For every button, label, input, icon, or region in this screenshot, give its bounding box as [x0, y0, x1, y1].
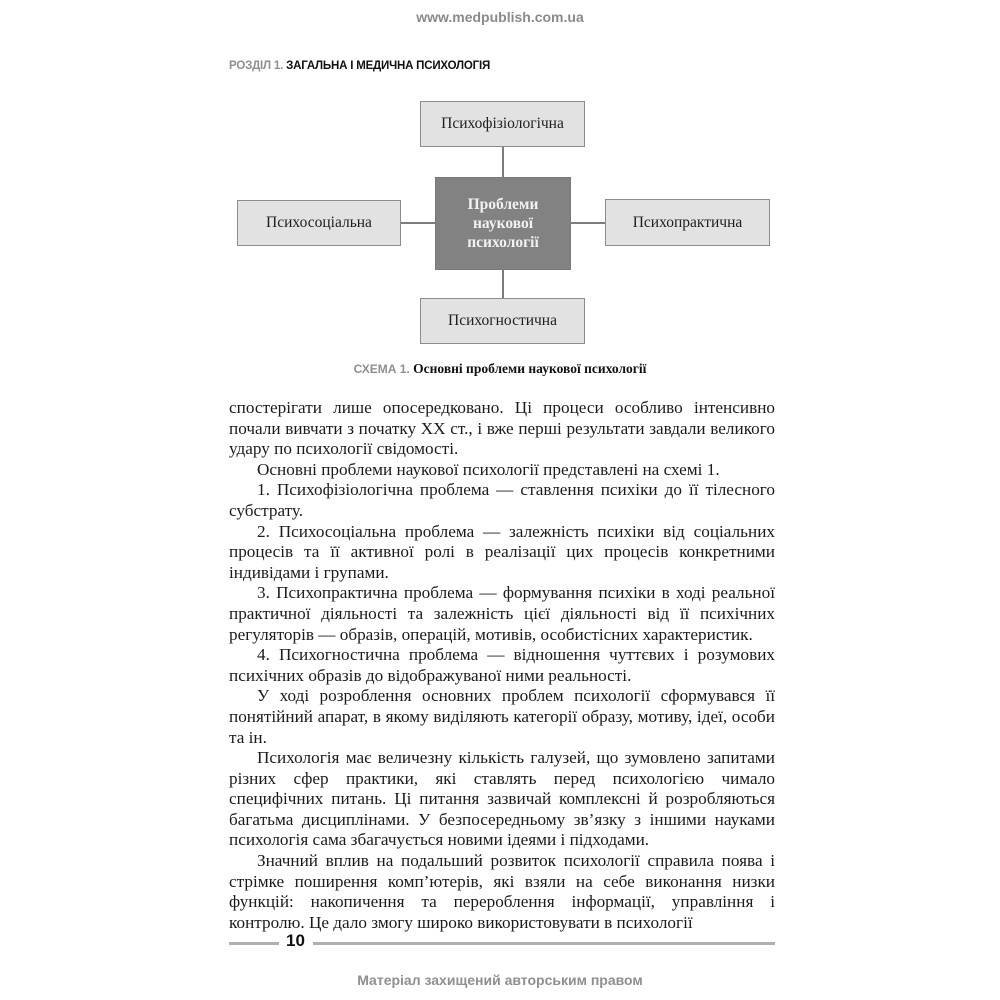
page-number: 10	[286, 931, 305, 950]
list-item-problem-1: 1. Психофізіологічна проблема — ставлення психіки до її тілесного субстрату.	[229, 480, 775, 520]
paragraph: У ході розроблення основних проблем психології сформувався її понятійний апарат, в якому виділяють категорії образу, мотиву, ідеї, особи та ін.	[229, 686, 775, 747]
connector-right	[571, 222, 605, 224]
problems-diagram	[0, 0, 1000, 380]
page-footer	[229, 931, 775, 953]
paragraph: Основні проблеми наукової психології представлені на схемі 1.	[257, 459, 720, 479]
caption-label: СХЕМА 1.	[353, 362, 414, 376]
node-psychosocial: Психосоціальна	[237, 200, 401, 246]
paragraph: Значний вплив на подальший розвиток психології справила поява і стрімке поширення комп’ютерів, які взяли на себе виконання низки функцій: накопичення та перероблення інформації, управління і контролю. Це дало змогу широко використовувати в психології	[229, 851, 775, 932]
section-title: ЗАГАЛЬНА І МЕДИЧНА ПСИХОЛОГІЯ	[286, 60, 491, 72]
section-label: РОЗДІЛ 1.	[229, 60, 287, 72]
list-item-problem-3: 3. Психопрактична проблема — формування психіки в ході реальної практичної діяльності та залежність цієї діяльності від її психічних регуляторів — образів, операцій, мотивів, особистісних характеристик.	[229, 583, 775, 644]
node-psychopractical: Психопрактична	[605, 199, 770, 246]
copyright-notice: Матеріал захищений авторським правом	[357, 972, 643, 988]
list-item-problem-2: 2. Психосоціальна проблема — залежність психіки від соціальних процесів та її активної ролі в реалізації цих процесів конкретними індивідами і групами.	[229, 521, 775, 582]
connector-top	[502, 147, 504, 177]
paragraph: Психологія має величезну кількість галузей, що зумовлено запитами різних сфер практики, які ставлять перед психологією чимало специфічних питань. Ці питання зазвичай комплексні й розробляються багатьма дисциплінами. У безпосередньому зв’язку з іншими науками психологія сама збагачується новими ідеями і підходами.	[229, 748, 775, 850]
node-psychognostic: Психогностична	[420, 298, 585, 344]
caption-title: Основні проблеми наукової психології	[413, 361, 647, 376]
body-text	[229, 398, 775, 933]
connector-left	[401, 222, 435, 224]
list-item-problem-4: 4. Психогностична проблема — відношення чуттєвих і розумових психічних образів до відображуваної ними реальності.	[229, 645, 775, 685]
site-url: www.medpublish.com.ua	[416, 9, 584, 25]
node-center-problems: Проблеми наукової психології	[435, 177, 571, 270]
connector-bottom	[502, 270, 504, 298]
footer-rule-left	[229, 942, 279, 945]
diagram-caption	[0, 361, 1000, 377]
footer-rule-right	[313, 942, 775, 945]
node-psychophysiological: Психофізіологічна	[420, 101, 585, 147]
paragraph: спостерігати лише опосередковано. Ці процеси особливо інтенсивно почали вивчати з початку XX ст., і вже перші результати завдали великого удару по психології свідомості.	[229, 398, 775, 459]
